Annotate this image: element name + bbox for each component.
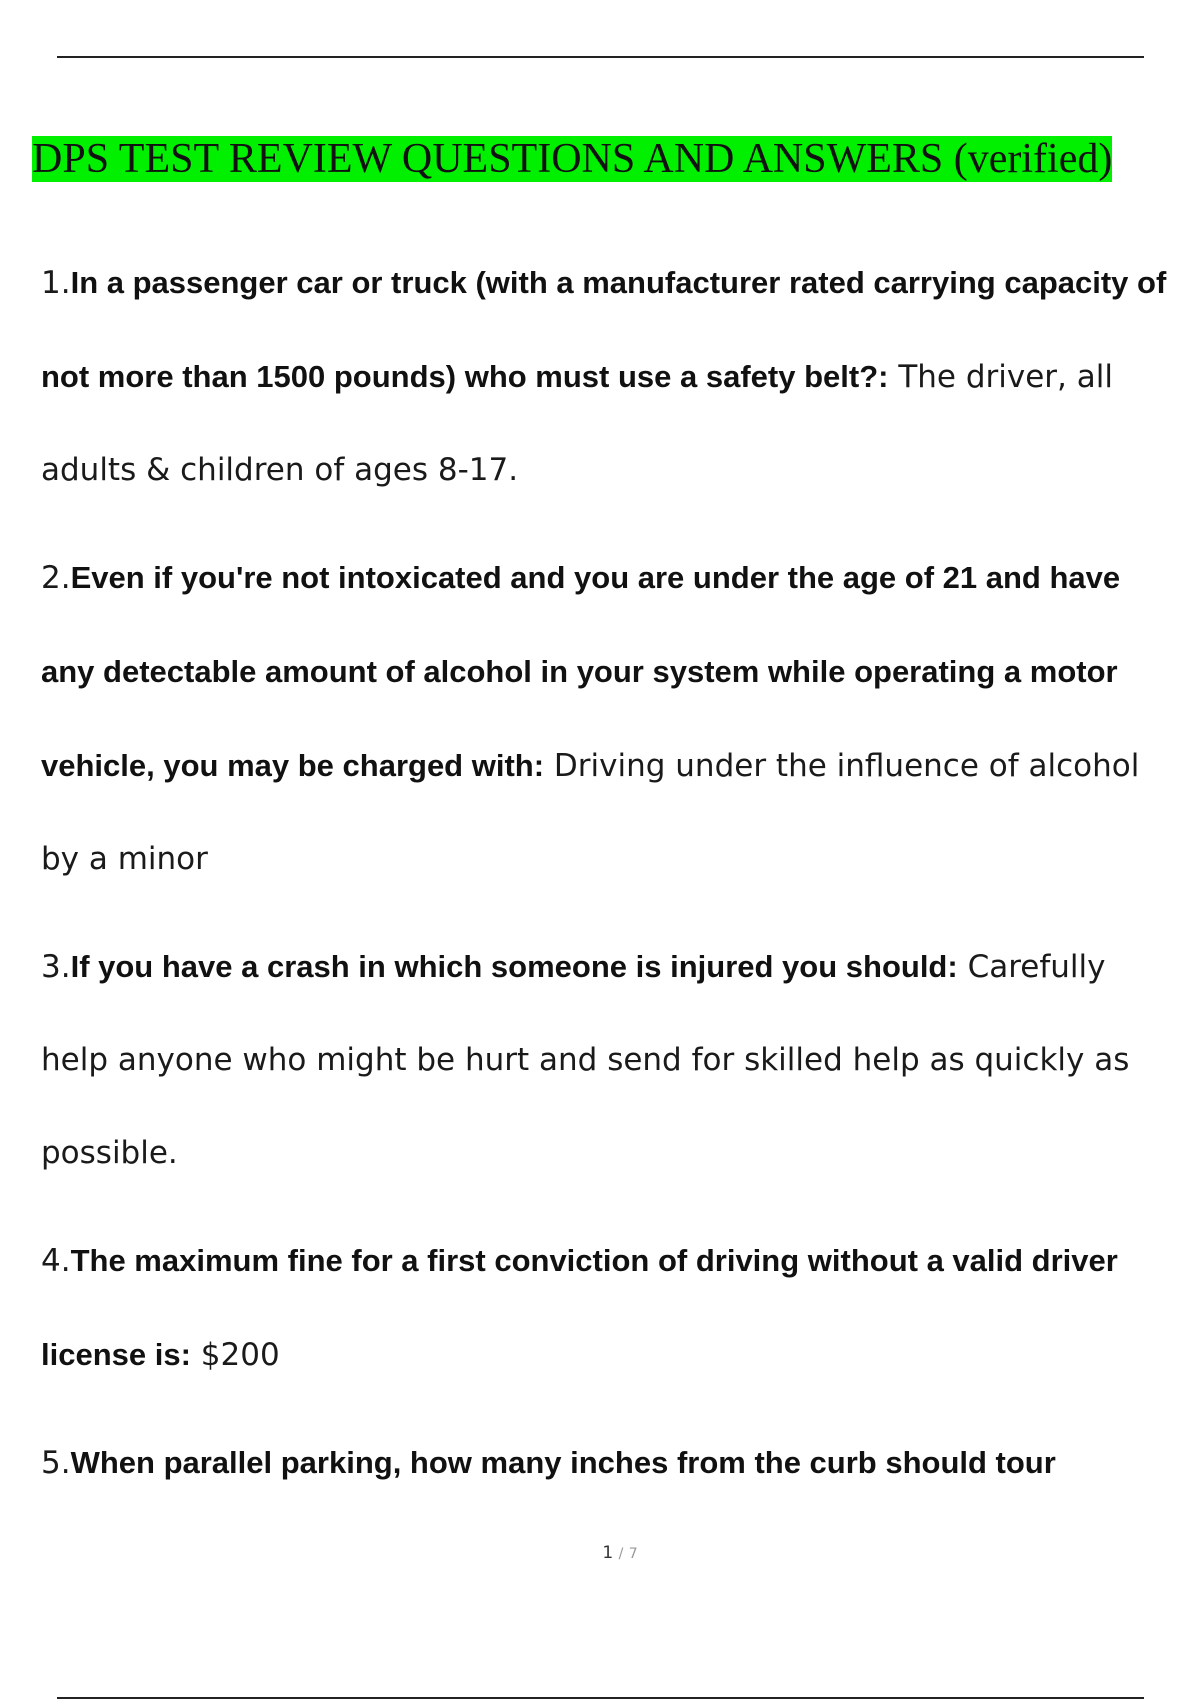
question-text: In a passenger car or truck (with a manufacturer rated carrying capacity of not more than 1500 pounds) who must use a safety belt?: (41, 265, 1167, 394)
question-number: 1. (41, 265, 71, 301)
qa-item-3 (41, 920, 1171, 1200)
answer-text: Carefully help anyone who might be hurt and send for skilled help as quickly as possible. (41, 949, 1130, 1171)
page-title (30, 134, 1176, 184)
answer-text: The driver, all adults & children of ages 8-17. (41, 359, 1113, 488)
top-rule (57, 56, 1144, 58)
current-page: 1 (602, 1543, 614, 1563)
question-text: The maximum fine for a first conviction of driving without a valid driver license is: (41, 1243, 1118, 1372)
question-number: 2. (41, 560, 71, 596)
qa-list (41, 236, 1171, 1524)
title-highlight: DPS TEST REVIEW QUESTIONS AND ANSWERS (verified) (32, 136, 1113, 182)
qa-item-4 (41, 1214, 1171, 1402)
bottom-rule (57, 1697, 1144, 1699)
answer-text: Driving under the influence of alcohol by a minor (41, 748, 1140, 877)
question-number: 5. (41, 1445, 71, 1481)
question-text: If you have a crash in which someone is injured you should: (70, 949, 958, 984)
page-counter (0, 1543, 1200, 1563)
question-text: Even if you're not intoxicated and you are under the age of 21 and have any detectable amount of alcohol in your system while operating a motor vehicle, you may be charged with: (41, 560, 1121, 783)
question-text: When parallel parking, how many inches from the curb should tour (70, 1445, 1056, 1480)
qa-item-1 (41, 236, 1171, 517)
answer-text: $200 (200, 1337, 280, 1373)
qa-item-5 (41, 1416, 1171, 1510)
total-pages: 7 (628, 1546, 638, 1562)
question-number: 3. (41, 949, 71, 985)
question-number: 4. (41, 1243, 71, 1279)
page-separator: / (618, 1546, 624, 1562)
qa-item-2 (41, 531, 1171, 906)
